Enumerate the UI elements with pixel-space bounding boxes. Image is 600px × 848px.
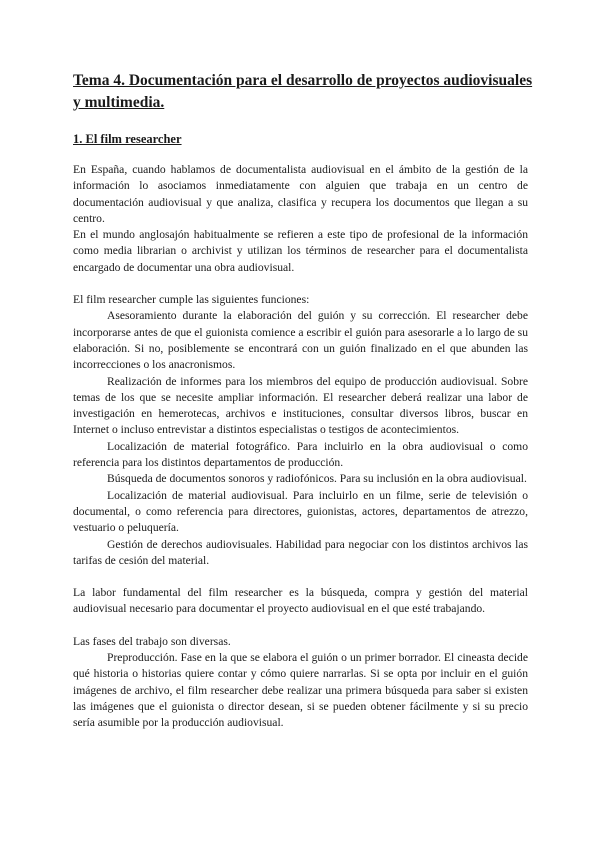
paragraph: Las fases del trabajo son diversas.: [73, 634, 231, 648]
section-heading: 1. El film researcher: [73, 132, 182, 146]
paragraph: La labor fundamental del film researcher es la búsqueda, compra y gestión del material audiovisual necesario para documentar el proyecto audiovisual en el que esté trabajando.: [73, 586, 528, 616]
document-body: [73, 162, 528, 732]
paragraph: El film researcher cumple las siguientes funciones:: [73, 293, 310, 307]
paragraph: En España, cuando hablamos de documentalista audiovisual en el ámbito de la gestión de la información lo asociamos inmediatamente con alguien que trabaja en un centro de documentación audiovisual y que analiza, clasifica y recupera los documentos que llegan a su centro.: [73, 163, 528, 225]
function-item: Gestión de derechos audiovisuales. Habilidad para negociar con los distintos archivos las tarifas de cesión del material.: [73, 537, 528, 567]
document-title: Tema 4. Documentación para el desarrollo de proyectos audiovisuales y multimedia.: [73, 72, 533, 111]
function-item: Búsqueda de documentos sonoros y radiofónicos. Para su inclusión en la obra audiovisual.: [107, 472, 527, 486]
function-item: Localización de material fotográfico. Para incluirlo en la obra audiovisual o como referencia para los distintos departamentos de producción.: [73, 439, 528, 470]
function-item: Localización de material audiovisual. Para incluirlo en un filme, serie de televisión o documental, o como referencia para directores, guionistas, actores, departamentos de atrezzo, vestuario o peluquería.: [73, 488, 528, 535]
function-item: Asesoramiento durante la elaboración del guión y su corrección. El researcher debe incorporarse antes de que el guionista comience a escribir el guión para asesorarle a lo largo de su elaboración. Si no, posiblemente se encontrará con un guión finalizado en el que abunden las incorrecciones o los anacronismos.: [73, 309, 528, 372]
paragraph: En el mundo anglosajón habitualmente se refieren a este tipo de profesional de la información como media librarian o archivist y utilizan los términos de researcher para el documentalista encargado de documentar una obra audiovisual.: [73, 228, 528, 274]
function-item: Realización de informes para los miembros del equipo de producción audiovisual. Sobre temas de los que se necesite ampliar información. El researcher deberá realizar una labor de investigación en hemerotecas, archivos e instituciones, consultar diversos libros, buscar en Internet o incluso entrevistar a distintos especialistas o testigos de acontecimientos.: [73, 374, 528, 437]
phase-item: Preproducción. Fase en la que se elabora el guión o un primer borrador. El cineasta decide qué historia o historias quiere contar y cómo quiere narrarlas. Si se opta por incluir en el guión imágenes de archivo, el film researcher debe realizar una primera búsqueda para saber si existen las imágenes que el guionista o director desean, si se pueden obtener fácilmente y si su precio sería asumible por la producción audiovisual.: [73, 651, 528, 730]
